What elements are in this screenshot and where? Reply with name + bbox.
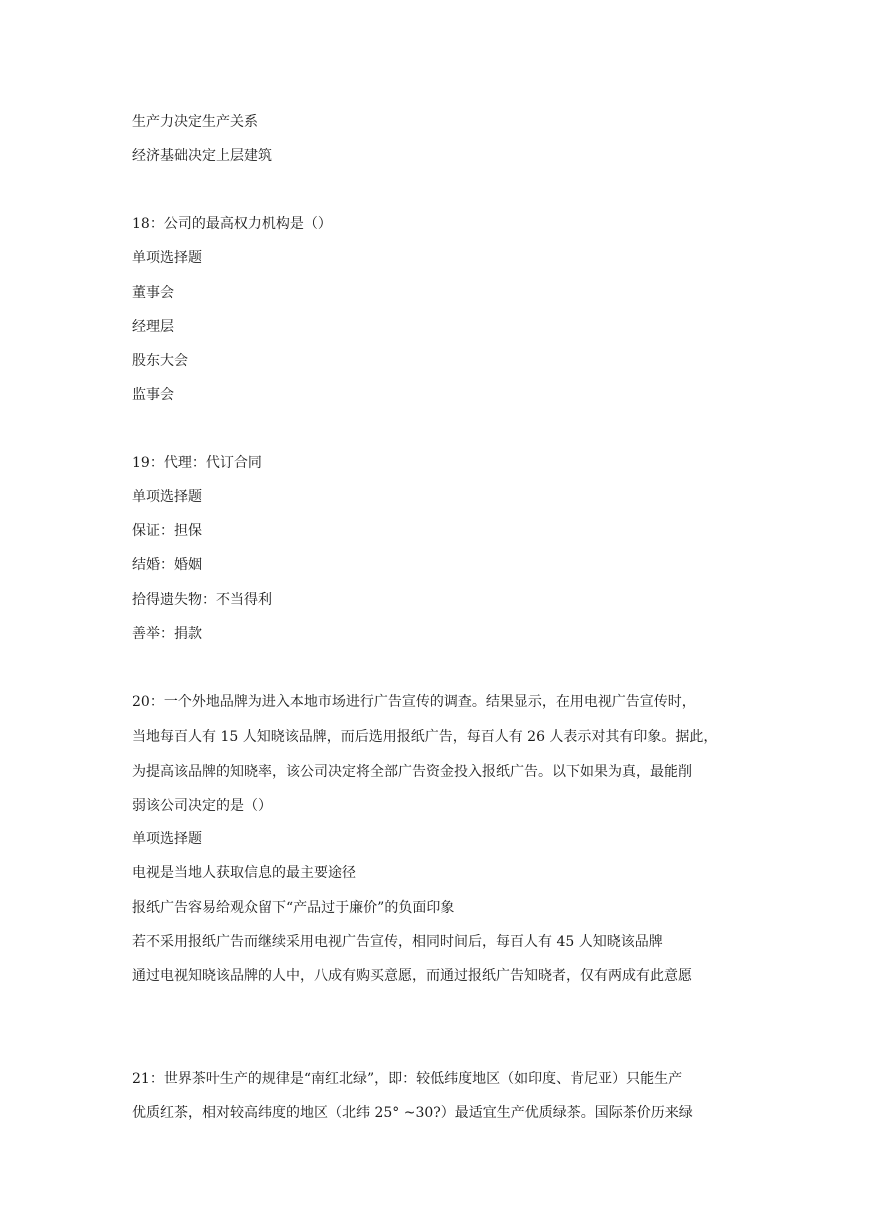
question-20-type: 单项选择题 — [132, 831, 202, 847]
question-18-option: 董事会 — [132, 285, 174, 301]
question-18-option: 股东大会 — [132, 353, 188, 369]
question-20-option: 若不采用报纸广告而继续采用电视广告宣传，相同时间后，每百人有 45 人知晓该品牌 — [132, 934, 663, 950]
question-20-option: 电视是当地人获取信息的最主要途径 — [132, 865, 356, 881]
question-20-stem: 当地每百人有 15 人知晓该品牌，而后选用报纸广告，每百人有 26 人表示对其有印象。据此， — [132, 729, 718, 745]
option-text: 生产力决定生产关系 — [132, 114, 258, 130]
question-18-type: 单项选择题 — [132, 250, 202, 266]
question-18-stem: 18：公司的最高权力机构是（） — [132, 216, 332, 232]
question-19-type: 单项选择题 — [132, 489, 202, 505]
question-19-stem: 19：代理：代订合同 — [132, 455, 262, 471]
question-20-stem: 为提高该品牌的知晓率，该公司决定将全部广告资金投入报纸广告。以下如果为真，最能削 — [132, 764, 692, 780]
question-20-option: 通过电视知晓该品牌的人中，八成有购买意愿，而通过报纸广告知晓者，仅有两成有此意愿 — [132, 968, 692, 984]
question-20-option: 报纸广告容易给观众留下“产品过于廉价”的负面印象 — [132, 900, 455, 916]
question-19-option: 拾得遗失物：不当得利 — [132, 592, 272, 608]
option-text: 经济基础决定上层建筑 — [132, 148, 272, 164]
question-20-stem: 20：一个外地品牌为进入本地市场进行广告宣传的调查。结果显示，在用电视广告宣传时， — [132, 694, 696, 710]
question-18-option: 监事会 — [132, 387, 174, 403]
question-19-option: 善举：捐款 — [132, 626, 202, 642]
question-19-option: 结婚：婚姻 — [132, 557, 202, 573]
question-19-option: 保证：担保 — [132, 523, 202, 539]
question-21-stem: 优质红茶，相对较高纬度的地区（北纬 25° ~30?）最适宜生产优质绿茶。国际茶价历来绿 — [132, 1105, 693, 1121]
question-21-stem: 21：世界茶叶生产的规律是“南红北绿”，即：较低纬度地区（如印度、肯尼亚）只能生产 — [132, 1071, 683, 1087]
question-18-option: 经理层 — [132, 319, 174, 335]
question-20-stem: 弱该公司决定的是（） — [132, 798, 272, 814]
